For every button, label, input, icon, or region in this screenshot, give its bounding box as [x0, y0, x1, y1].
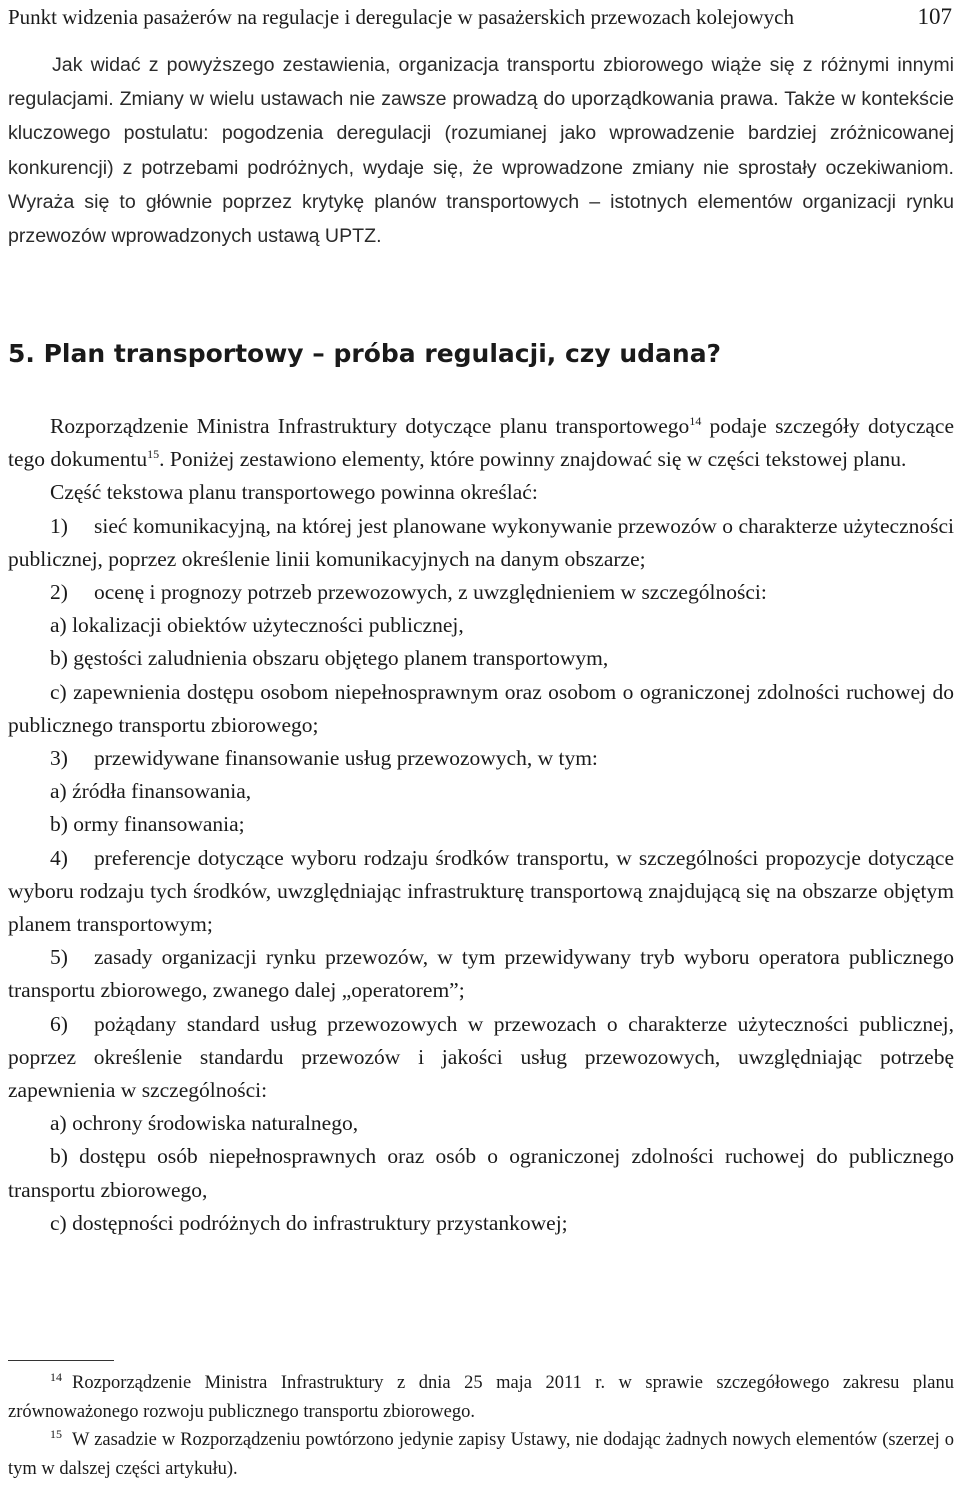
list-item	[8, 510, 954, 576]
footnote-number: 15	[50, 1426, 62, 1441]
list-intro: Część tekstowa planu transportowego powinna określać:	[50, 480, 538, 505]
footnotes	[8, 1369, 954, 1483]
list-text: ocenę i prognozy potrzeb przewozowych, z uwzględnieniem w szczególności:	[94, 580, 767, 605]
sub-item: b) gęstości zaludnienia obszaru objętego planem transportowym,	[50, 646, 609, 671]
list-item	[8, 842, 954, 942]
footnote-divider	[8, 1360, 114, 1361]
section-heading: 5. Plan transportowy – próba regulacji, czy udana?	[8, 339, 722, 368]
footnote	[8, 1426, 954, 1483]
list-text: pożądany standard usług przewozowych w przewozach o charakterze użyteczności publicznej, poprzez określenie standardu przewozów i jakości usług przewozowych, uwzględniając potrzebę zapewnienia w szczególności:	[8, 1011, 954, 1103]
sub-item: c) zapewnienia dostępu osobom niepełnosprawnym oraz osobom o ograniczonej zdolności ruchowej do publicznego transportu zbiorowego;	[8, 679, 954, 737]
list-number: 4)	[50, 845, 68, 870]
lead-text-3: . Poniżej zestawiono elementy, które powinny znajdować się w części tekstowej planu.	[159, 447, 907, 472]
footnote-ref: 15	[147, 447, 160, 462]
sub-item: a) źródła finansowania,	[50, 779, 252, 804]
list-text: sieć komunikacyjną, na której jest planowane wykonywanie przewozów o charakterze użyteczności publicznej, poprzez określenie linii komunikacyjnych na danym obszarze;	[8, 513, 954, 571]
footnote-ref: 14	[689, 413, 702, 428]
lead-text-1: Rozporządzenie Ministra Infrastruktury dotyczące planu transportowego	[50, 414, 690, 438]
list-text: przewidywane finansowanie usług przewozowych, w tym:	[94, 746, 598, 771]
sub-item: b) ormy finansowania;	[50, 812, 245, 837]
page-number: 107	[917, 4, 952, 29]
list-number: 2)	[50, 580, 68, 605]
list-text: zasady organizacji rynku przewozów, w tym przewidywany tryb wyboru operatora publicznego transportu zbiorowego, zwanego dalej „operatorem”;	[8, 945, 954, 1003]
footnote-text: Rozporządzenie Ministra Infrastruktury z dnia 25 maja 2011 r. w sprawie szczegółowego zakresu planu zrównoważonego rozwoju publicznego transportu zbiorowego.	[8, 1373, 954, 1422]
list-item	[8, 742, 954, 775]
body-text	[8, 410, 954, 1240]
intro-block	[8, 48, 954, 253]
running-head	[8, 0, 952, 34]
sub-item: a) lokalizacji obiektów użyteczności publicznej,	[50, 613, 464, 638]
sub-item: a) ochrony środowiska naturalnego,	[50, 1111, 359, 1136]
list-number: 6)	[50, 1011, 68, 1036]
lead-paragraph	[8, 410, 954, 476]
list-text: preferencje dotyczące wyboru rodzaju środków transportu, w szczególności propozycje dotyczące wyboru rodzaju tych środków, uwzględniając infrastrukturę transportową znajdującą się na obszarze objętym planem transportowym;	[8, 845, 954, 937]
lead-text-2: podaje szczegóły dotyczące tego dokumentu	[8, 414, 954, 472]
sub-item: c) dostępności podróżnych do infrastruktury przystankowej;	[50, 1210, 568, 1235]
running-head-title: Punkt widzenia pasażerów na regulacje i deregulacje w pasażerskich przewozach kolejowych	[8, 5, 794, 29]
list-item	[8, 576, 954, 609]
footnote-number: 14	[50, 1369, 62, 1384]
list-item	[8, 941, 954, 1007]
intro-paragraph: Jak widać z powyższego zestawienia, organizacja transportu zbiorowego wiąże się z różnymi innymi regulacjami. Zmiany w wielu ustawach nie zawsze prowadzą do uporządkowania prawa. Także w kontekście kluczowego postulatu: pogodzenia deregulacji (rozumianej jako wprowadzenie bardziej zróżnicowanej konkurencji) z potrzebami podróżnych, wydaje się, że wprowadzone zmiany nie sprostały oczekiwaniom. Wyraża się to głównie poprzez krytykę planów transportowych – istotnych elementów organizacji rynku przewozów wprowadzonych ustawą UPTZ.	[8, 54, 954, 248]
list-number: 1)	[50, 513, 68, 538]
footnote-text: W zasadzie w Rozporządzeniu powtórzono jedynie zapisy Ustawy, nie dodając żadnych nowych elementów (szerzej o tym w dalszej części artykułu).	[8, 1430, 954, 1479]
sub-item: b) dostępu osób niepełnosprawnych oraz osób o ograniczonej zdolności ruchowej do publicznego transportu zbiorowego,	[8, 1144, 954, 1202]
list-number: 3)	[50, 746, 68, 771]
list-item	[8, 1008, 954, 1108]
footnote	[8, 1369, 954, 1426]
list-number: 5)	[50, 945, 68, 970]
